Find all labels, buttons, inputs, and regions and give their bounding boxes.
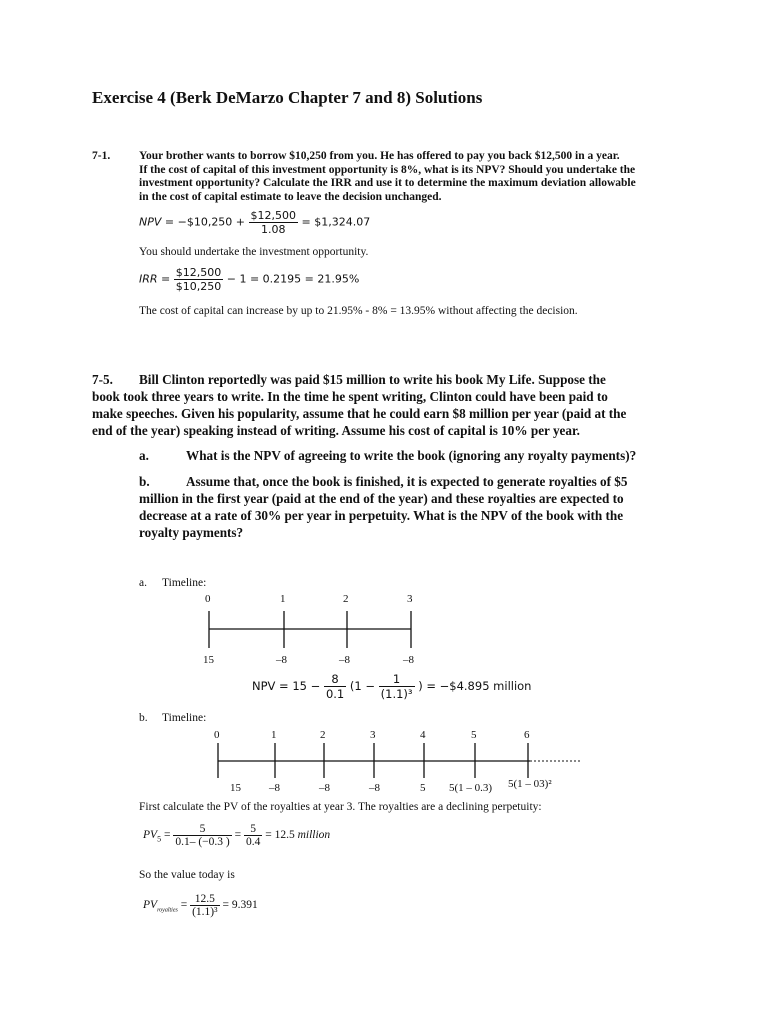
part-b-label: b. bbox=[139, 474, 150, 489]
pvr-equals: = bbox=[180, 899, 188, 912]
npv-a-equation bbox=[252, 672, 531, 701]
timeline-b-cashflow: –8 bbox=[319, 782, 330, 794]
irr-equals: = bbox=[161, 272, 171, 286]
timeline-a-cashflow: –8 bbox=[403, 654, 414, 666]
npv-a-numerator: 8 bbox=[331, 672, 339, 686]
question-line: investment opportunity? Calculate the IRR and use it to determine the maximum deviation allowable bbox=[139, 177, 636, 190]
npv-a-denominator: 0.1 bbox=[325, 687, 345, 701]
problem-7-5-first-line: Bill Clinton reportedly was paid $15 million to write his book My Life. Suppose the bbox=[139, 372, 606, 387]
question-line: decrease at a rate of 30% per year in perpetuity. What is the NPV of the book with the bbox=[139, 508, 624, 523]
solution-a-label: a. bbox=[139, 577, 147, 589]
npv-a-open: (1 − bbox=[349, 679, 375, 693]
pv5-result: = 12.5 bbox=[265, 829, 295, 842]
npv-numerator: $12,500 bbox=[250, 209, 297, 222]
question-line: If the cost of capital of this investment opportunity is 8%, what is its NPV? Should you undertake the bbox=[139, 163, 636, 176]
pvr-denominator: (1.1)³ bbox=[192, 906, 218, 918]
problem-number-7-1: 7-1. bbox=[92, 150, 111, 162]
timeline-b-period: 2 bbox=[320, 729, 326, 741]
solution-b-label: b. bbox=[139, 712, 148, 724]
npv-mid: = −$10,250 + bbox=[164, 215, 246, 229]
npv-a-lhs: NPV = 15 − bbox=[252, 679, 321, 693]
pvr-numerator: 12.5 bbox=[194, 893, 215, 905]
pvr-label: PV bbox=[143, 899, 158, 912]
timeline-a-cashflow: 15 bbox=[203, 654, 214, 666]
pv5-numerator-2: 5 bbox=[250, 823, 257, 835]
timeline-b-period: 6 bbox=[524, 729, 530, 741]
timeline-b-period: 0 bbox=[214, 729, 220, 741]
timeline-a-period: 0 bbox=[205, 593, 211, 605]
question-line: make speeches. Given his popularity, assume that he could earn $8 million per year (paid at the bbox=[92, 406, 627, 421]
timeline-b-period: 4 bbox=[420, 729, 426, 741]
part-b-first-line: Assume that, once the book is finished, it is expected to generate royalties of $5 bbox=[186, 474, 628, 489]
pv5-denominator: 0.1– (−0.3 ) bbox=[175, 836, 230, 848]
irr-result: − 1 = 0.2195 = 21.95% bbox=[226, 272, 360, 286]
timeline-b-cashflow: 5(1 – 0.3) bbox=[449, 782, 493, 794]
timeline-b-cashflow: 5(1 – 03)² bbox=[508, 778, 552, 790]
undertake-statement: You should undertake the investment opportunity. bbox=[139, 246, 369, 258]
part-a-text: What is the NPV of agreeing to write the book (ignoring any royalty payments)? bbox=[186, 448, 637, 463]
irr-denominator: $10,250 bbox=[175, 280, 222, 293]
pvr-result: = 9.391 bbox=[222, 899, 258, 912]
pv5-unit: million bbox=[297, 829, 331, 842]
pv-royalties-equation bbox=[143, 893, 258, 918]
question-line: royalty payments? bbox=[139, 525, 244, 540]
timeline-a-period: 3 bbox=[407, 593, 413, 605]
timeline-b-period: 5 bbox=[471, 729, 477, 741]
question-line: in the cost of capital estimate to leave the decision unchanged. bbox=[139, 190, 442, 203]
pv5-numerator: 5 bbox=[199, 823, 206, 835]
timeline-a-period: 2 bbox=[343, 593, 349, 605]
npv-a-inner-numerator: 1 bbox=[392, 672, 401, 686]
pv5-equals-2: = bbox=[234, 829, 242, 842]
solution-a-timeline-label: Timeline: bbox=[162, 577, 207, 589]
pv5-label: PV bbox=[143, 829, 158, 842]
pv5-equals: = bbox=[163, 829, 171, 842]
question-line: Your brother wants to borrow $10,250 from you. He has offered to pay you back $12,500 in a year. bbox=[139, 150, 620, 162]
pvr-subscript: royalties bbox=[157, 907, 178, 914]
timeline-b-period: 1 bbox=[271, 729, 277, 741]
timeline-b-cashflow: 15 bbox=[230, 782, 241, 794]
part-a-label: a. bbox=[139, 448, 149, 463]
irr-label: IRR bbox=[139, 272, 158, 286]
npv-result: = $1,324.07 bbox=[301, 215, 371, 229]
problem-number-7-5: 7-5. bbox=[92, 372, 113, 387]
timeline-a-cashflow: –8 bbox=[276, 654, 287, 666]
question-line: book took three years to write. In the time he spent writing, Clinton could have been paid to bbox=[92, 389, 608, 404]
timeline-a-cashflow: –8 bbox=[339, 654, 350, 666]
timeline-a-period: 1 bbox=[280, 593, 286, 605]
pv5-fraction bbox=[173, 823, 231, 848]
solution-b-timeline-label: Timeline: bbox=[162, 712, 207, 724]
timeline-b-period: 3 bbox=[370, 729, 376, 741]
npv-a-inner-denominator: (1.1)³ bbox=[380, 687, 413, 701]
timeline-b-cashflow: –8 bbox=[269, 782, 280, 794]
page-title: Exercise 4 (Berk DeMarzo Chapter 7 and 8) Solutions bbox=[92, 88, 483, 107]
value-today-statement: So the value today is bbox=[139, 869, 235, 881]
timeline-b-cashflow: –8 bbox=[369, 782, 380, 794]
conclusion-7-1: The cost of capital can increase by up to 21.95% - 8% = 13.95% without affecting the decision. bbox=[139, 305, 578, 317]
pv5-denominator-2: 0.4 bbox=[245, 836, 261, 848]
question-line: million in the first year (paid at the end of the year) and these royalties are expected to bbox=[139, 491, 624, 506]
npv-denominator: 1.08 bbox=[249, 222, 299, 236]
timeline-b-cashflow: 5 bbox=[420, 782, 426, 794]
irr-numerator: $12,500 bbox=[175, 266, 222, 279]
npv-a-close: ) bbox=[418, 679, 423, 693]
npv-a-inner-fraction bbox=[379, 672, 415, 701]
npv-label: NPV bbox=[139, 215, 162, 229]
pv5-fraction-2 bbox=[244, 823, 262, 848]
pv5-equation bbox=[143, 823, 330, 848]
npv-a-result: = −$4.895 million bbox=[426, 679, 532, 693]
pv5-subscript: 5 bbox=[157, 834, 162, 844]
pv-intro: First calculate the PV of the royalties at year 3. The royalties are a declining perpetuity: bbox=[139, 801, 542, 813]
npv-a-fraction bbox=[324, 672, 346, 701]
pvr-fraction bbox=[190, 893, 219, 918]
question-line: end of the year) speaking instead of writing. Assume his cost of capital is 10% per year. bbox=[92, 423, 580, 438]
